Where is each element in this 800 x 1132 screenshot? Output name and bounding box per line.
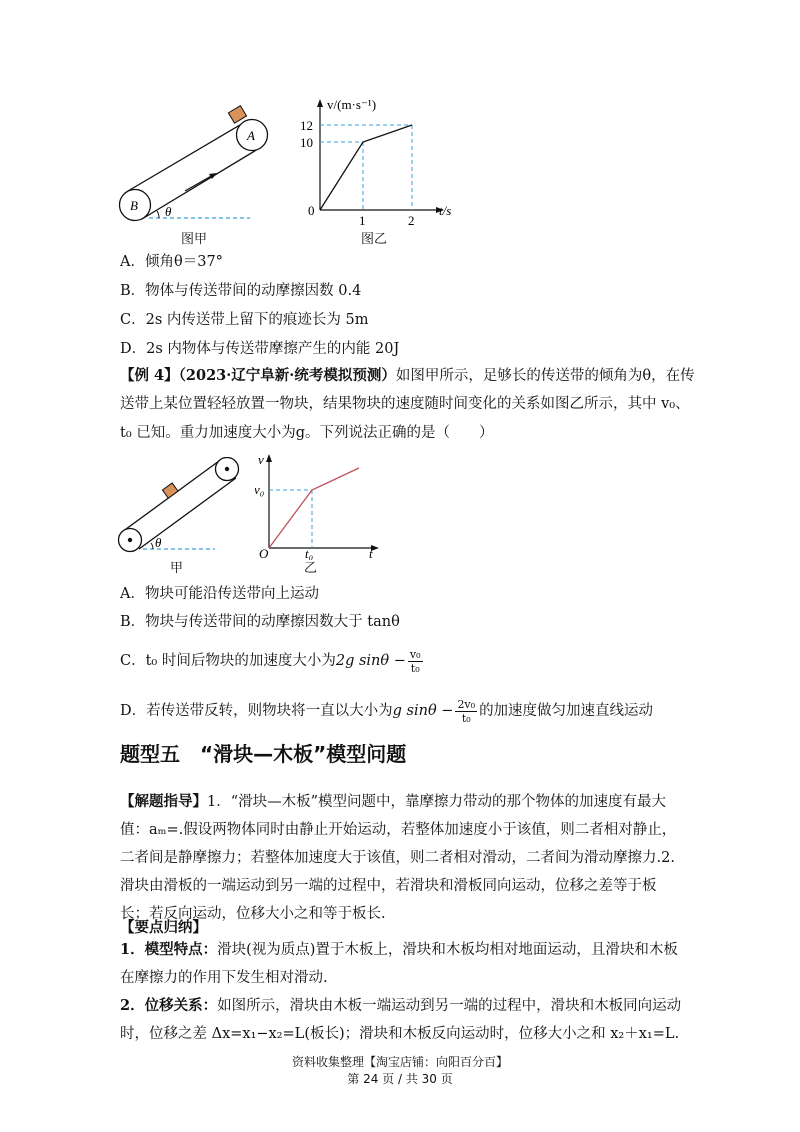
guide-paragraph: 【解题指导】1．“滑块—木板”模型问题中，靠摩擦力带动的那个物体的加速度有最大值：aₘ=.假设两物体同时由静止开始运动，若整体加速度小于该值，则二者相对静止，二者间是静摩擦力；若整体加速度大于该值，则二者相对滑动，二者间为滑动摩擦力.2.滑块由滑板的一端运动到另一端的过程中，若滑块和滑板同向运动，位移之差等于板长；若反向运动，位移大小之和等于板长. [120, 793, 677, 922]
graph-xlabel: t [369, 546, 373, 560]
graph-origin: O [259, 546, 269, 560]
page-number: 第 24 页 / 共 30 页 [347, 1072, 453, 1086]
figure-2-conveyor [115, 457, 250, 557]
example-4-line-1: 【例 4】（2023·辽宁阜新·统考模拟预测）如图甲所示，足够长的传送带的倾角为θ，在传 [120, 367, 695, 384]
caption-fig-yi: 图乙 [361, 232, 388, 247]
figure-2-vt-graph [255, 450, 385, 560]
q3-option-d: D．2s 内物体与传送带摩擦产生的内能 20J [120, 341, 400, 357]
figure-1-vt-graph [300, 95, 470, 235]
q4-option-d: D．若传送带反转，则物块将一直以大小为g sinθ − $\frac{\text{2v₀}}{\text{t₀}}$ 的加速度做匀加速直线运动 [120, 697, 654, 725]
summary-label: 【要点归纳】 [120, 919, 207, 936]
graph-ylabel: v/(m·s⁻¹) [327, 97, 377, 112]
label-theta: θ [155, 535, 162, 550]
example-source: （2023·辽宁阜新·统考模拟预测） [178, 367, 396, 384]
vt-line [320, 125, 412, 210]
caption-fig-jia: 图甲 [181, 232, 208, 247]
graph-xlabel: t/s [439, 203, 452, 218]
q4-option-a: A．物块可能沿传送带向上运动 [120, 586, 319, 602]
block [162, 483, 178, 498]
summary-point-1: 1．模型特点：滑块(视为质点)置于木板上，滑块和木板均相对地面运动，且滑块和木板在摩擦力的作用下发生相对滑动. [120, 941, 678, 986]
xtick-1: 1 [359, 213, 366, 228]
q3-option-a: A．倾角θ＝37° [120, 254, 223, 270]
example-4-line-2: 送带上某位置轻轻放置一物块，结果物块的速度随时间变化的关系如图乙所示，其中 v₀、 [120, 396, 690, 412]
fraction-d: $\frac{\text{2v₀}}{\text{t₀}}$ [457, 697, 476, 725]
vt-line [269, 468, 359, 548]
footer-source: 资料收集整理【淘宝店铺：向阳百分百】 [291, 1055, 508, 1069]
figure-1-conveyor [115, 95, 295, 245]
xtick-2: 2 [408, 213, 415, 228]
block [228, 106, 246, 123]
ytick-12: 12 [300, 118, 313, 133]
label-t0: t₀ [305, 546, 314, 560]
example-4-line-3: t₀ 已知。重力加速度大小为g。下列说法正确的是（ ） [120, 425, 494, 441]
graph-origin: 0 [308, 203, 315, 218]
summary-point-2: 2．位移关系：如图所示，滑块由木板一端运动到另一端的过程中，滑块和木板同向运动时，位移之差 Δx=x₁−x₂=L(板长)；滑块和木板反向运动时，位移大小之和 x₂＋x₁=L. [120, 997, 682, 1042]
q4-option-b: B．物块与传送带间的动摩擦因数大于 tanθ [120, 614, 400, 630]
label-a: A [247, 128, 255, 143]
caption-fig2-jia: 甲 [170, 561, 184, 576]
caption-fig2-yi: 乙 [304, 561, 318, 576]
q3-option-c: C．2s 内传送带上留下的痕迹长为 5m [120, 312, 369, 328]
fraction-c: $\frac{\text{v₀}}{\text{t₀}}$ [409, 647, 421, 675]
label-theta: θ [165, 204, 172, 219]
label-b: B [130, 198, 138, 213]
label-v0: v₀ [255, 482, 265, 497]
ytick-10: 10 [300, 135, 313, 150]
guide-label: 【解题指导】 [120, 793, 207, 810]
example-tag: 【例 4】 [120, 367, 179, 384]
q3-option-b: B．物体与传送带间的动摩擦因数 0.4 [120, 283, 362, 299]
section-title: 题型五 “滑块—木板”模型问题 [120, 742, 407, 766]
graph-ylabel: v [258, 452, 264, 467]
q4-option-c: C．t₀ 时间后物块的加速度大小为2g sinθ − $\frac{\text{v₀}}{\text{t₀}}$ [120, 647, 421, 675]
